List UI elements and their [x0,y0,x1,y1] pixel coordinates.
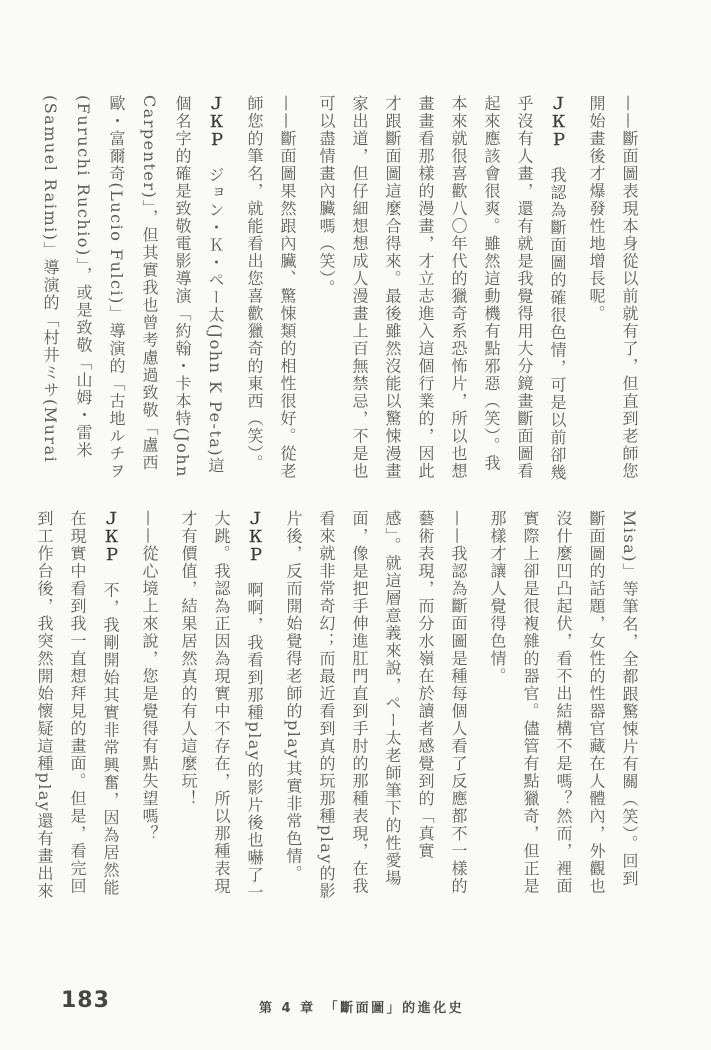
text-column: ——我認為斷面圖是種每個人看了反應都不一樣的 [449,510,468,895]
text-column: 開始畫後才爆發性地增長呢。 [587,95,606,323]
text-column: 在現實中看到我一直想拜見的畫面。但是，看完回 [68,510,87,895]
interview-text-top-block [25,95,637,487]
text-column: ——從心境上來說，您是覺得有點失望嗎？ [140,510,159,843]
text-column: 到工作台後，我突然開始懷疑這種play還有畫出來 [35,510,54,900]
text-column: 乎沒有人畫，還有就是我覺得用大分鏡畫斷面圖看 [515,95,534,480]
text-column: Misa)」等筆名，全都跟驚悚片有關（笑）。回到 [620,510,639,888]
text-column: 歐・富爾奇(Lucio Fulci)」導演的「古地ルチヲ [107,95,126,480]
speaker-label: ＪＫＰ [245,510,264,564]
text-column: 家出道，但仔細想想成人漫畫上百無禁忌，不是也 [350,95,369,480]
text-column: 才有價值，結果居然真的有人這麼玩！ [179,510,198,808]
text-column: 才跟斷面圖這麼合得來。最後雖然沒能以驚悚漫畫 [383,95,402,480]
interview-text-bottom-block [19,510,637,902]
text-column: 起來應該會很爽。雖然這動機有點邪惡（笑）。我 [482,95,501,472]
text-column: 感」。就這層意義來說，ペー太老師筆下的性愛場 [383,510,402,887]
text-column: ＪＫＰ 我認為斷面圖的確很色情，可是以前卻幾 [548,95,567,482]
speaker-label: ＪＫＰ [548,95,567,149]
text-column: 可以盡情畫內臟嗎（笑）。 [317,95,336,297]
text-column: ＪＫＰ 不，我剛開始其實非常興奮，因為居然能 [101,510,120,897]
text-column: ＪＫＰ ジョン・Ｋ・ペー太(John K Pe-ta)這 [206,95,225,475]
text-column: 藝術表現，而分水嶺在於讀者感覺到的「真實 [416,510,435,860]
text-column: ——斷面圖表現本身從以前就有了，但直到老師您 [620,95,639,480]
text-column: 那樣才讓人覺得色情。 [488,510,507,685]
text-column: 斷面圖的話題，女性的性器官藏在人體內，外觀也 [587,510,606,895]
text-column: 畫畫看那樣的漫畫，才立志進入這個行業的，因此 [416,95,435,480]
text-column: ＪＫＰ 啊啊，我看到那種play的影片後也嚇了一 [245,510,264,902]
speaker-label: ＪＫＰ [101,510,120,564]
text-column: 看來就非常奇幻；而最近看到真的玩那種play的影 [317,510,336,900]
text-column: 片後，反而開始覺得老師的play其實非常色情。 [284,510,303,883]
chapter-footer: 第 4 章 「斷面圖」的進化史 [259,1001,465,1016]
text-column: 師您的筆名，就能看出您喜歡獵奇的東西（笑）。 [245,95,264,472]
text-column: 本來就很喜歡八〇年代的獵奇系恐怖片，所以也想 [449,95,468,480]
page-number: 183 [61,988,110,1013]
text-column: 沒什麼凹凸起伏，看不出結構不是嗎？然而，裡面 [554,510,573,895]
text-column: ——斷面圖果然跟內臟、驚悚類的相性很好。從老 [278,95,297,480]
text-column: 面，像是把手伸進肛門直到手肘的那種表現，在我 [350,510,369,895]
text-column: 實際上卻是很複雜的器官。儘管有點獵奇，但正是 [521,510,540,895]
speaker-label: ＪＫＰ [206,95,225,149]
text-column: (Furuchi Ruchio)」，或是致敬「山姆・雷米 [74,95,93,459]
text-column: Carpenter)」，但其實我也曾考慮過致敬「盧西 [140,95,159,472]
text-column: 個名字的確是致敬電影導演「約翰・卡本特(John [173,95,192,478]
text-column: (Samuel Raimi)」導演的「村井ミサ(Murai [41,95,60,464]
text-column: 大跳。我認為正因為現實中不存在，所以那種表現 [212,510,231,895]
